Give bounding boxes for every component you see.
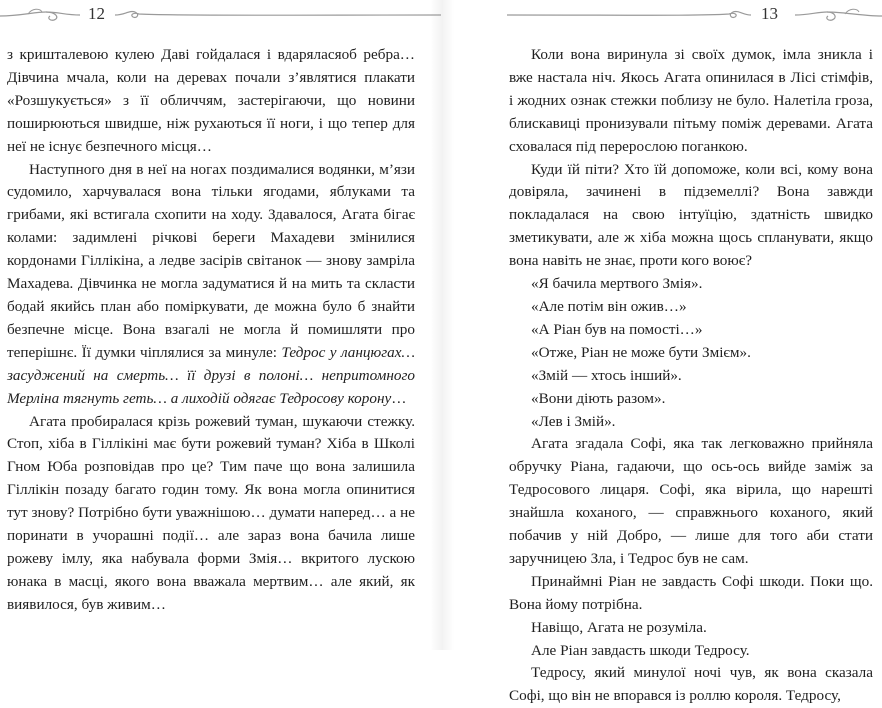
paragraph	[509, 662, 873, 708]
text-run: «Але потім він ожив…»	[531, 297, 687, 315]
right-page	[441, 0, 882, 705]
paragraph	[509, 411, 873, 434]
paragraph	[509, 273, 873, 296]
left-header-rule-icon	[115, 6, 441, 26]
right-page-header	[441, 0, 882, 40]
text-run: «Лев і Змій».	[531, 412, 616, 430]
left-page	[0, 0, 441, 650]
right-page-body	[509, 44, 873, 708]
right-header-flourish-icon	[795, 6, 882, 26]
text-run: «Вони діють разом».	[531, 389, 666, 407]
paragraph	[509, 296, 873, 319]
text-run: Принаймні Ріан не завдасть Софі шкоди. Поки що. Вона йому потрібна.	[509, 572, 873, 613]
paragraph	[509, 571, 873, 617]
right-header-rule-icon	[507, 6, 751, 26]
text-run: …	[391, 389, 407, 407]
page-number: 13	[761, 4, 778, 23]
paragraph	[509, 640, 873, 663]
text-run: «Я бачила мертвого Змія».	[531, 275, 703, 293]
text-run: з кришталевою кулею Даві гойдалася і вдаряласяоб ребра… Дівчина мчала, коли на деревах почали з’являтися плакати «Розшукується» з її обличчям, застерігаючи, що новини поширюються швидше, ніж рухаються її ноги, і що тепер для неї не існує безпечного місця…	[7, 46, 415, 155]
text-run: Але Ріан завдасть шкоди Тедросу.	[531, 641, 750, 659]
paragraph	[7, 159, 415, 411]
text-run: «Отже, Ріан не може бути Змієм».	[531, 343, 751, 361]
text-run: Агата пробиралася крізь рожевий туман, шукаючи стежку. Стоп, хіба в Гіллікіні має бути рожевий туман? Хіба в Школі Гном Юба розповідав про це? Тим паче що вона залишила Гіллікін позаду багато годин тому. Як вона могла опинитися тут знову? Потрібно бути уважнішою… думати наперед… а не поринати в учорашні події… але зараз вона бачила лише рожеву імлу, яка набувала форми Змія… вкритого лускою юнака в масці, якого вона вважала мертвим… але який, як виявилося, був живим…	[7, 412, 415, 613]
text-run: Навіщо, Агата не розуміла.	[531, 618, 707, 636]
paragraph	[509, 617, 873, 640]
left-page-body	[7, 44, 415, 617]
page-number: 12	[88, 4, 105, 23]
paragraph	[509, 365, 873, 388]
paragraph	[509, 159, 873, 274]
text-run: Куди їй піти? Хто їй допоможе, коли всі, кому вона довіряла, зачинені в підземеллі? Вона завжди покладалася на свою інтуїцію, здатність швидко зметикувати, але ж хіба можна щось спланувати, якщо вона навіть не знає, проти кого воює?	[509, 160, 873, 270]
paragraph	[7, 411, 415, 617]
paragraph	[509, 319, 873, 342]
paragraph	[509, 388, 873, 411]
text-run: Тедросу, який минулої ночі чув, як вона сказала Софі, що він не впорався із роллю короля. Тедросу,	[509, 664, 873, 705]
text-run: «А Ріан був на помості…»	[531, 320, 703, 338]
left-page-header	[0, 0, 441, 40]
paragraph	[509, 342, 873, 365]
text-run: Агата згадала Софі, яка так легковажно прийняла обручку Ріана, гадаючи, що ось-ось вийде заміж за Тедросового лицаря. Софі, яка вірила, що нарешті знайшла коханого, — справжнього коханого, який побачив у ній Добро, — лише для того аби стати заручницею Зла, і Тедрос був не сам.	[509, 435, 873, 567]
text-run: Коли вона виринула зі своїх думок, імла зникла і вже настала ніч. Якось Агата опинилася в Лісі стімфів, і жодних ознак стежки поблизу не було. Налетіла гроза, блискавиці пронизували пітьму поміж деревами. Агата сховалася під перерослою поганкою.	[509, 46, 873, 155]
text-run: «Змій — хтось інший».	[531, 366, 682, 384]
italic-text: Тедрос у ланцюгах… засуджений на смерть… її друзі в полоні… непритомного Мерліна тягнуть геть… а лиходій одягає Тедросову корону	[7, 343, 415, 407]
paragraph	[7, 44, 415, 159]
text-run: Наступного дня в неї на ногах поздималися водянки, м’язи судомило, харчувалася вона тільки ягодами, яблуками та грибами, які встигала схопити на ходу. Здавалося, Агата бігає колами: задимлені річкові береги Махадеви змінилися кордонами Гіллікіна, а ледве засірів світанок — знову замріла Махадева. Дівчинка не могла задуматися й на мить та скласти бодай якийсь план або поміркувати, де можна було б знайти безпечне місце. Вона взагалі не могла й помишляти про теперішнє. Її думки чіплялися за минуле:	[7, 160, 415, 361]
left-header-flourish-icon	[0, 6, 80, 26]
paragraph	[509, 433, 873, 570]
paragraph	[509, 44, 873, 159]
